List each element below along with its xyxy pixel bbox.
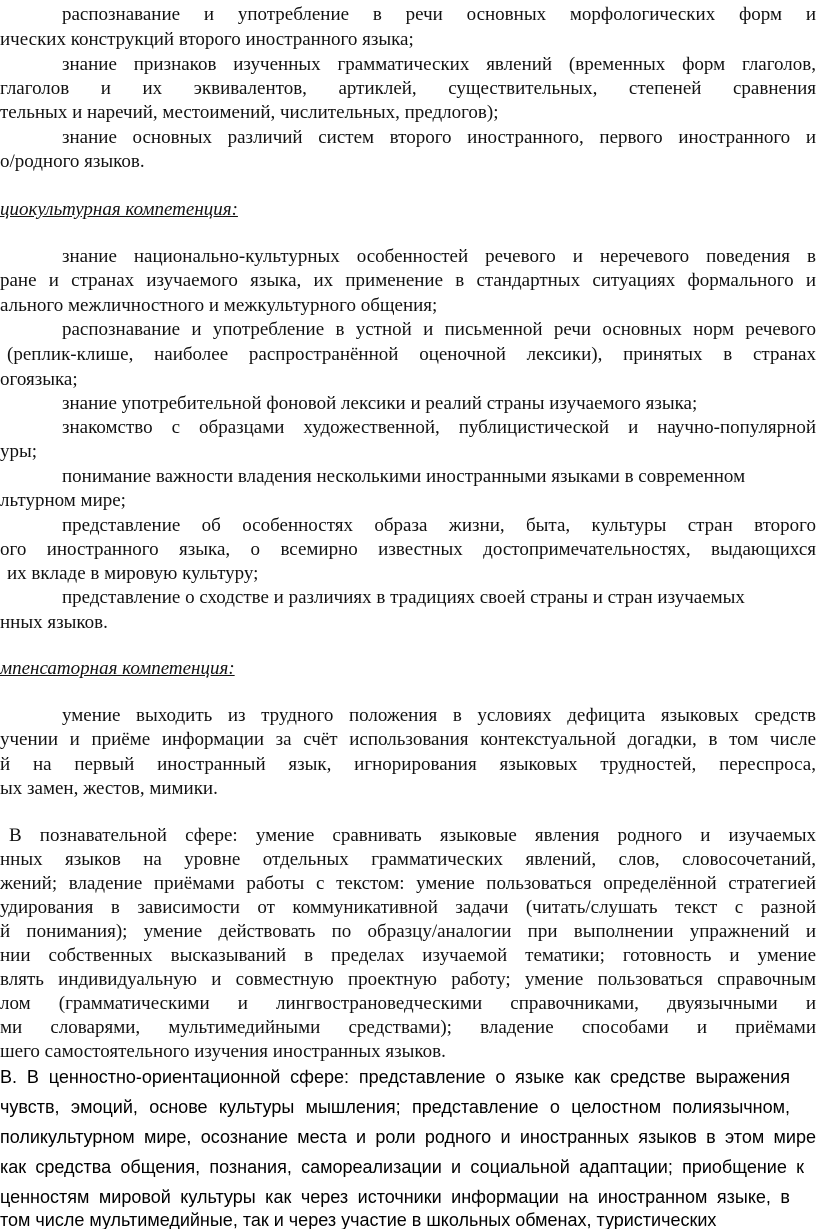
text-line: знание национально-культурных особенностей речевого и неречевого поведения в [62, 246, 816, 267]
text-line: ране и странах изучаемого языка, их применение в стандартных ситуациях формального и [0, 270, 816, 291]
text-line: ого иностранного языка, о всемирно известных достопримечательностях, выдающихся [0, 539, 816, 560]
text-line: В. В ценностно-ориентационной сфере: представление о языке как средстве выражения [0, 1067, 790, 1087]
text-line: знание основных различий систем второго иностранного, первого иностранного и [62, 127, 816, 148]
section-heading-compensatory: мпенсаторная компетенция: [0, 658, 235, 679]
text-line: удирования в зависимости от коммуникативной задачи (читать/слушать текст с разной [0, 897, 816, 918]
text-line: умение выходить из трудного положения в условиях дефицита языковых средств [62, 705, 816, 726]
text-line: понимание важности владения несколькими иностранными языками в современном [62, 466, 746, 487]
text-line: чувств, эмоций, основе культуры мышления; представление о целостном полиязычном, [0, 1097, 790, 1117]
text-line: влять индивидуальную и совместную проектную работу; умение пользоваться справочным [0, 969, 816, 990]
text-line: тельных и наречий, местоимений, числительных, предлогов); [0, 102, 499, 123]
text-line: ми словарями, мультимедийными средствами); владение способами и приёмами [0, 1017, 816, 1038]
text-line: поликультурном мире, осознание места и роли родного и иностранных языков в этом мире [0, 1127, 816, 1147]
text-line: как средства общения, познания, самореализации и социальной адаптации; приобщение к [0, 1157, 804, 1177]
text-line: уры; [0, 441, 38, 462]
text-line: ических конструкций второго иностранного языка; [0, 29, 414, 50]
text-line: представление об особенностях образа жизни, быта, культуры стран второго [62, 515, 816, 536]
text-line: том числе мультимедийные, так и через участие в школьных обменах, туристических [0, 1210, 717, 1229]
text-line: ального межличностного и межкультурного общения; [0, 295, 438, 316]
text-line: (реплик-клише, наиболее распространённой оценочной лексики), принятых в странах [7, 344, 816, 365]
text-line: распознавание и употребление в устной и письменной речи основных норм речевого [62, 319, 816, 340]
text-line: распознавание и употребление в речи основных морфологических форм и [62, 4, 816, 25]
section-heading-sociocultural: циокультурная компетенция: [0, 199, 238, 220]
text-line: шего самостоятельного изучения иностранных языков. [0, 1041, 446, 1062]
text-line: ценностям мировой культуры как через источники информации на иностранном языке, в [0, 1187, 790, 1207]
text-line: й понимания); умение действовать по образцу/аналогии при выполнении упражнений и [0, 921, 816, 942]
text-line: представление о сходстве и различиях в традициях своей страны и стран изучаемых [62, 587, 745, 608]
text-line: й на первый иностранный язык, игнорирования языковых трудностей, переспроса, [0, 754, 816, 775]
text-line: нных языков. [0, 612, 108, 633]
text-line: нных языков на уровне отдельных грамматических явлений, слов, словосочетаний, [0, 849, 816, 870]
text-line: В познавательной сфере: умение сравнивать языковые явления родного и изучаемых [9, 825, 816, 846]
text-line: знание признаков изученных грамматических явлений (временных форм глаголов, [62, 54, 816, 75]
text-line: жений; владение приёмами работы с текстом: умение пользоваться определённой стратегией [0, 873, 816, 894]
text-line: огоязыка; [0, 369, 78, 390]
text-line: знание употребительной фоновой лексики и реалий страны изучаемого языка; [62, 393, 698, 414]
text-line: глаголов и их эквивалентов, артиклей, существительных, степеней сравнения [0, 78, 816, 99]
text-line: льтурном мире; [0, 490, 126, 511]
text-line: ых замен, жестов, мимики. [0, 778, 218, 799]
text-line: нии собственных высказываний в пределах изучаемой тематики; готовность и умение [0, 945, 816, 966]
text-line: их вкладе в мировую культуру; [7, 563, 259, 584]
text-line: учении и приёме информации за счёт использования контекстуальной догадки, в том числе [0, 729, 816, 750]
text-line: о/родного языков. [0, 151, 145, 172]
text-line: лом (грамматическими и лингвострановедческими справочниками, двуязычными и [0, 993, 816, 1014]
text-line: знакомство с образцами художественной, публицистической и научно-популярной [62, 417, 816, 438]
